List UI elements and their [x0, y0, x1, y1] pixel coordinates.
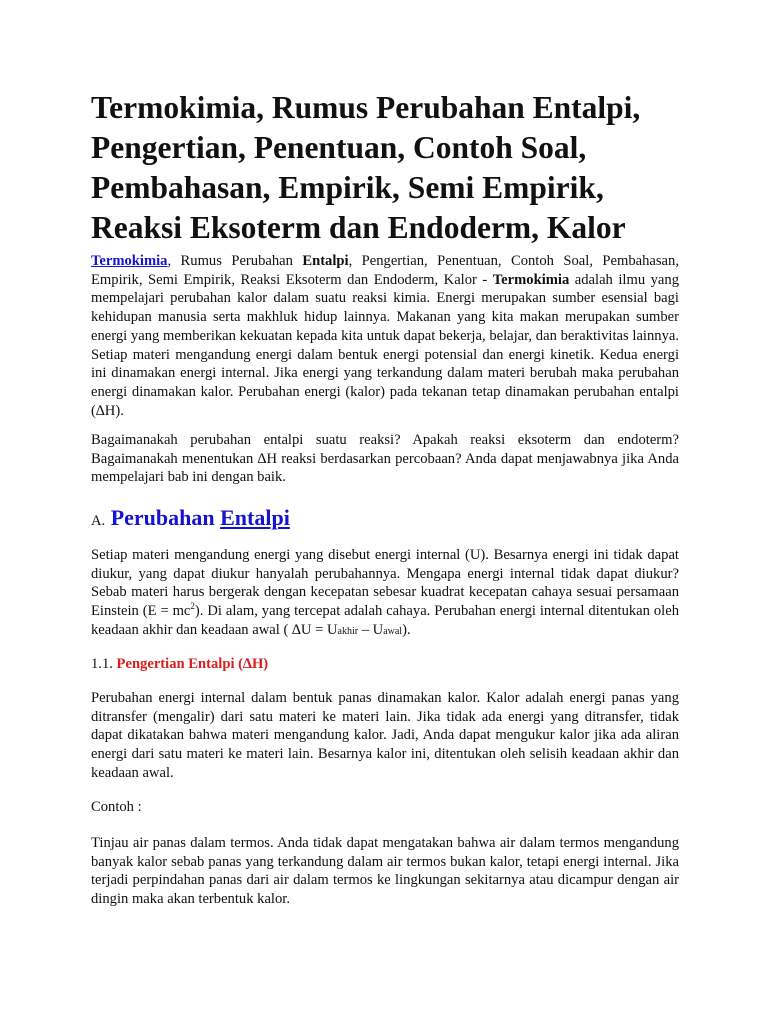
section-a-heading [91, 503, 290, 536]
internal-text-2: ). Di alam, yang tercepat adalah cahaya. Perubahan energi internal ditentukan oleh keadaan akhir dan keadaan awal ( ∆U = U [91, 603, 679, 638]
intro-text-3: adalah ilmu yang mempelajari perubahan kalor dalam suatu reaksi kimia. Energi merupakan sumber esensial bagi kehidupan manusia serta makhluk hidup lainnya. Makanan yang kita makan merupakan sumber energi yang memberikan kekuatan kepada kita untuk dapat bekerja, belajar, dan beraktivitas lainnya. Setiap materi mengandung energi dalam bentuk energi potensial dan energi kinetik. Kedua energi ini dinamakan energi internal. Jika energi yang terkandung dalam materi berubah maka perubahan energi dinamakan kalor. Perubahan energi (kalor) pada tekanan tetap dinamakan perubahan entalpi (∆H). [91, 271, 679, 419]
subsection-title: Pengertian Entalpi (∆H) [116, 656, 269, 672]
intro-bold-entalpi: Entalpi [302, 253, 349, 269]
termokimia-link[interactable]: Termokimia [91, 253, 168, 269]
intro-text-1: , Rumus Perubahan [167, 253, 303, 269]
intro-bold-termokimia: Termokimia [492, 271, 570, 288]
section-a-entalpi-link[interactable]: Entalpi [220, 505, 290, 530]
superscript-2: 2 [190, 601, 195, 612]
page-title: Termokimia, Rumus Perubahan Entalpi, Pengertian, Penentuan, Contoh Soal, Pembahasan, Empirik, Semi Empirik, Reaksi Eksoterm dan Endoderm, Kalor [91, 90, 641, 245]
questions-paragraph: Bagaimanakah perubahan entalpi suatu reaksi? Apakah reaksi eksoterm dan endoterm? Bagaimanakah menentukan ∆H reaksi berdasarkan percobaan? Anda dapat menjawabnya jika Anda mempelajari bab ini dengan baik. [91, 432, 679, 486]
kalor-paragraph: Perubahan energi internal dalam bentuk panas dinamakan kalor. Kalor adalah energi panas yang ditransfer (mengalir) dari satu materi ke materi lain. Jika tidak ada energi yang ditransfer, tidak dapat dikatakan bahwa materi mengandung kalor. Jadi, Anda dapat mengukur kalor jika ada aliran energi dari satu materi ke materi lain. Besarnya kalor ini, ditentukan oleh selisih keadaan akhir dan keadaan awal. [91, 690, 679, 781]
contoh-paragraph: Tinjau air panas dalam termos. Anda tidak dapat mengatakan bahwa air dalam termos mengandung banyak kalor sebab panas yang terkandung dalam air termos bukan kalor, tetapi energi internal. Jika terjadi perpindahan panas dari air dalam termos ke lingkungan sekitarnya atau dicampur dengan air dingin maka akan terbentuk kalor. [91, 835, 679, 908]
internal-text-1: Setiap materi mengandung energi yang disebut energi internal (U). Besarnya energi ini tidak dapat diukur, yang dapat diukur hanyalah perubahannya. Mengapa energi internal tidak dapat diukur? Sebab materi harus bergerak dengan kecepatan sebesar kuadrat kecepatan cahaya sesuai persamaan Einstein (E = mc [91, 547, 679, 620]
intro-text-2: , Pengertian, Penentuan, Contoh Soal, Pembahasan, Empirik, Semi Empirik, Reaksi Eksoterm dan Endoderm, Kalor - [91, 253, 679, 288]
internal-text-4: ). [402, 621, 411, 638]
section-a-letter: A. [91, 513, 106, 529]
subsection-heading [91, 655, 679, 674]
subscript-akhir: akhir [337, 625, 359, 637]
internal-text-3: – U [358, 621, 384, 638]
contoh-label: Contoh : [91, 799, 142, 815]
section-a-word-perubahan: Perubahan [110, 505, 215, 530]
subscript-awal: awal [383, 625, 403, 637]
intro-paragraph [91, 252, 679, 420]
internal-energy-paragraph [91, 546, 679, 642]
subsection-number: 1.1. [91, 656, 113, 672]
